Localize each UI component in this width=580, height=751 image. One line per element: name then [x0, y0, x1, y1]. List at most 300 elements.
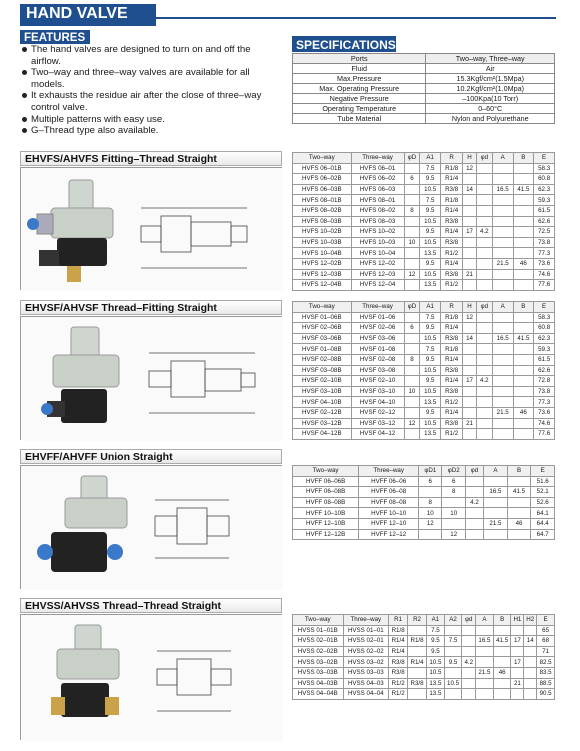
column-header: φd — [462, 615, 476, 626]
table-cell: R1/4 — [441, 323, 463, 334]
spec-label: Max.Pressure — [293, 74, 426, 84]
table-cell: R3/8 — [441, 216, 463, 227]
column-header: φD2 — [442, 466, 465, 477]
table-cell — [404, 376, 420, 387]
table-cell: HVFF 12–10B — [293, 518, 359, 529]
spec-value: Air — [426, 64, 555, 74]
table-cell: HVSS 04–04 — [343, 689, 389, 700]
table-cell: 7.5 — [420, 195, 441, 206]
table-cell — [404, 429, 420, 440]
table-cell: R1/4 — [408, 657, 427, 668]
column-header: Three–way — [359, 466, 419, 477]
table-row — [293, 312, 555, 323]
table-cell — [507, 508, 531, 519]
column-header: φD1 — [419, 466, 442, 477]
table-row — [293, 174, 555, 185]
table-cell: HVFS 12–04B — [293, 280, 352, 291]
table-cell — [444, 625, 462, 636]
table-cell — [408, 646, 427, 657]
table-cell — [476, 216, 492, 227]
table-cell: HVFS 10–03 — [351, 237, 404, 248]
table-cell — [476, 312, 492, 323]
table-row — [293, 184, 555, 195]
title-rule — [156, 17, 556, 19]
table-cell: 7.5 — [427, 625, 445, 636]
spec-value: 10.2Kgf/cm²(1.0Mpa) — [426, 84, 555, 94]
table-row — [293, 657, 555, 668]
table-cell: 7.5 — [420, 344, 441, 355]
table-cell — [462, 667, 476, 678]
table-cell — [476, 657, 494, 668]
spec-row — [293, 74, 555, 84]
spec-row — [293, 64, 555, 74]
table-cell: 10.5 — [427, 667, 445, 678]
table-cell: HVSS 01–01 — [343, 625, 389, 636]
table-row — [293, 429, 555, 440]
valve-illustration — [21, 168, 283, 291]
table-cell: R1/4 — [389, 646, 408, 657]
table-cell — [476, 397, 492, 408]
table-cell: HVSS 03–03 — [343, 667, 389, 678]
table-cell: HVFS 12–03 — [351, 269, 404, 280]
table-cell — [476, 174, 492, 185]
table-cell: 10 — [404, 386, 420, 397]
table-cell: HVSS 02–01B — [293, 636, 344, 647]
table-cell — [404, 365, 420, 376]
spec-table-4 — [292, 614, 555, 700]
table-cell: HVFS 06–03 — [351, 184, 404, 195]
section-title: EHVFS/AHVFS Fitting–Thread Straight — [20, 151, 282, 166]
table-cell — [476, 163, 492, 174]
table-cell: 9.5 — [444, 657, 462, 668]
column-header: φd — [476, 302, 492, 313]
table-row — [293, 636, 555, 647]
table-cell — [465, 518, 483, 529]
table-cell: HVFS 12–02 — [351, 258, 404, 269]
table-cell: 77.3 — [534, 397, 555, 408]
table-cell: R1/2 — [441, 280, 463, 291]
table-cell: 10 — [404, 237, 420, 248]
table-row — [293, 216, 555, 227]
table-cell — [493, 625, 511, 636]
spec-label: Ports — [293, 54, 426, 64]
table-cell: 21 — [463, 269, 477, 280]
table-cell: HVSF 03–08 — [351, 365, 404, 376]
table-cell: HVFF 08–08 — [359, 497, 419, 508]
table-row — [293, 476, 555, 487]
table-cell: R1/8 — [441, 312, 463, 323]
table-cell: 77.6 — [534, 429, 555, 440]
table-row — [293, 625, 555, 636]
table-cell — [463, 216, 477, 227]
column-header: R — [441, 153, 463, 164]
page-title: HAND VALVE — [20, 4, 156, 26]
table-cell — [462, 625, 476, 636]
table-cell: 10.5 — [444, 678, 462, 689]
table-cell — [462, 636, 476, 647]
table-cell: 60.8 — [534, 323, 555, 334]
table-header-row — [293, 302, 555, 313]
table-cell — [404, 280, 420, 291]
table-cell: 21 — [511, 678, 524, 689]
table-cell: HVFS 12–03B — [293, 269, 352, 280]
column-header: H1 — [511, 615, 524, 626]
column-header: φD — [404, 302, 420, 313]
spec-table-3 — [292, 465, 555, 540]
table-cell — [462, 689, 476, 700]
table-row — [293, 397, 555, 408]
spec-row — [293, 54, 555, 64]
table-cell — [513, 344, 534, 355]
table-cell — [507, 497, 531, 508]
table-cell: 73.6 — [534, 407, 555, 418]
table-cell: 12 — [404, 418, 420, 429]
table-cell: 10.5 — [420, 418, 441, 429]
table-cell: 14 — [463, 184, 477, 195]
table-cell — [463, 258, 477, 269]
table-cell: 62.6 — [534, 365, 555, 376]
table-cell: R1/8 — [441, 344, 463, 355]
features-heading: FEATURES — [20, 30, 90, 44]
column-header: R2 — [408, 615, 427, 626]
column-header: E — [534, 153, 555, 164]
table-cell: 13.5 — [420, 429, 441, 440]
table-cell: 9.5 — [427, 636, 445, 647]
table-cell: 10.5 — [420, 184, 441, 195]
table-cell — [513, 418, 534, 429]
table-cell — [465, 487, 483, 498]
spec-table-1 — [292, 152, 555, 291]
table-cell — [524, 678, 537, 689]
section-title: EHVFF/AHVFF Union Straight — [20, 449, 282, 464]
table-cell — [511, 646, 524, 657]
table-cell — [404, 333, 420, 344]
table-cell — [476, 344, 492, 355]
table-cell — [476, 386, 492, 397]
table-cell — [524, 667, 537, 678]
table-cell: HVSF 03–10B — [293, 386, 352, 397]
table-cell: 10.5 — [420, 216, 441, 227]
table-row — [293, 497, 555, 508]
table-cell: 16.5 — [484, 487, 508, 498]
table-cell: HVSF 01–08B — [293, 344, 352, 355]
specifications-heading: SPECIFICATIONS — [292, 36, 396, 52]
spec-row — [293, 104, 555, 114]
table-cell — [404, 397, 420, 408]
table-cell: HVSF 02–08B — [293, 354, 352, 365]
table-cell — [476, 418, 492, 429]
table-cell: 9.5 — [420, 174, 441, 185]
table-cell — [476, 689, 494, 700]
table-cell: 10.5 — [420, 386, 441, 397]
table-row — [293, 376, 555, 387]
table-cell: HVSF 03–10 — [351, 386, 404, 397]
table-cell: HVSF 04–12B — [293, 429, 352, 440]
table-cell — [492, 376, 513, 387]
table-cell: 59.3 — [534, 195, 555, 206]
table-cell: 74.6 — [534, 418, 555, 429]
table-cell: 12 — [463, 312, 477, 323]
table-cell: 10.5 — [427, 657, 445, 668]
table-cell — [492, 418, 513, 429]
table-row — [293, 529, 555, 540]
table-cell: 73.6 — [534, 258, 555, 269]
table-cell — [476, 184, 492, 195]
table-cell: 10.5 — [420, 269, 441, 280]
table-cell: 46 — [513, 258, 534, 269]
table-cell — [493, 646, 511, 657]
table-cell: 72.8 — [534, 376, 555, 387]
table-cell — [513, 216, 534, 227]
table-cell — [404, 258, 420, 269]
feature-item: Two–way and three–way valves are available for all models. — [22, 67, 280, 90]
table-cell — [476, 429, 492, 440]
table-cell — [463, 174, 477, 185]
table-cell — [463, 344, 477, 355]
table-cell — [404, 184, 420, 195]
table-cell: R1/8 — [441, 163, 463, 174]
table-cell: 4.2 — [476, 227, 492, 238]
table-cell — [465, 508, 483, 519]
table-cell: HVFS 10–04 — [351, 248, 404, 259]
table-cell — [492, 386, 513, 397]
table-cell — [513, 354, 534, 365]
table-row — [293, 407, 555, 418]
table-cell — [492, 354, 513, 365]
table-cell: HVSF 01–08 — [351, 344, 404, 355]
table-cell — [492, 397, 513, 408]
table-row — [293, 248, 555, 259]
column-header: B — [513, 302, 534, 313]
table-cell: HVSF 01–06B — [293, 312, 352, 323]
product-photo-fitting-thread — [20, 167, 282, 290]
table-cell: 9.5 — [420, 407, 441, 418]
table-cell — [404, 216, 420, 227]
spec-row — [293, 94, 555, 104]
table-cell: HVSS 01–01B — [293, 625, 344, 636]
column-header: A1 — [420, 302, 441, 313]
table-cell — [524, 689, 537, 700]
table-cell: 14 — [463, 333, 477, 344]
table-cell: HVFS 06–01B — [293, 163, 352, 174]
table-cell: 64.1 — [531, 508, 555, 519]
table-row — [293, 205, 555, 216]
column-header: Two–way — [293, 466, 359, 477]
table-cell: 77.6 — [534, 280, 555, 291]
spec-value: –100Kpa(10 Torr) — [426, 94, 555, 104]
specifications-table — [292, 53, 555, 124]
table-row — [293, 646, 555, 657]
table-cell — [408, 689, 427, 700]
table-cell — [419, 487, 442, 498]
table-cell: 12 — [463, 163, 477, 174]
table-cell — [513, 280, 534, 291]
spec-value: Nylon and Polyurethane — [426, 114, 555, 124]
table-cell: 13.5 — [427, 689, 445, 700]
table-cell — [511, 689, 524, 700]
table-cell — [484, 529, 508, 540]
table-cell — [476, 407, 492, 418]
table-cell: 17 — [511, 657, 524, 668]
table-cell: HVSF 02–06 — [351, 323, 404, 334]
table-cell: HVSS 03–03B — [293, 667, 344, 678]
column-header: A1 — [420, 153, 441, 164]
feature-item: The hand valves are designed to turn on and off the airflow. — [22, 44, 280, 67]
column-header: A1 — [427, 615, 445, 626]
table-row — [293, 333, 555, 344]
table-cell: 9.5 — [420, 376, 441, 387]
table-cell: HVSS 03–02 — [343, 657, 389, 668]
table-cell: HVSS 03–02B — [293, 657, 344, 668]
table-cell: HVFF 12–10 — [359, 518, 419, 529]
valve-illustration — [21, 317, 283, 441]
table-cell — [463, 354, 477, 365]
spec-value: 15.3Kgf/cm²(1.5Mpa) — [426, 74, 555, 84]
table-cell — [463, 280, 477, 291]
table-cell — [444, 667, 462, 678]
table-cell: 6 — [404, 174, 420, 185]
table-cell: R1/4 — [441, 258, 463, 269]
table-row — [293, 163, 555, 174]
table-cell — [463, 323, 477, 334]
table-cell — [513, 376, 534, 387]
table-cell: HVSF 01–06 — [351, 312, 404, 323]
section-title: EHVSF/AHVSF Thread–Fitting Straight — [20, 300, 282, 315]
table-cell — [404, 344, 420, 355]
table-cell — [476, 258, 492, 269]
table-cell: 21 — [463, 418, 477, 429]
table-cell: 64.4 — [531, 518, 555, 529]
table-cell — [465, 529, 483, 540]
table-cell — [404, 312, 420, 323]
table-cell: R3/8 — [408, 678, 427, 689]
table-cell: 62.3 — [534, 333, 555, 344]
table-cell: HVFF 10–10 — [359, 508, 419, 519]
table-cell: HVFF 06–08B — [293, 487, 359, 498]
feature-item: G–Thread type also available. — [22, 125, 280, 137]
table-cell: HVFS 08–03B — [293, 216, 352, 227]
table-cell: HVFS 12–04 — [351, 280, 404, 291]
table-cell: R1/2 — [441, 248, 463, 259]
table-cell — [476, 354, 492, 365]
table-cell — [513, 205, 534, 216]
table-cell — [513, 163, 534, 174]
table-cell — [408, 667, 427, 678]
table-cell: 8 — [442, 487, 465, 498]
table-row — [293, 344, 555, 355]
table-row — [293, 508, 555, 519]
table-cell — [476, 237, 492, 248]
table-cell: R1/8 — [389, 625, 408, 636]
table-cell: 9.5 — [420, 205, 441, 216]
table-cell: HVSS 02–01 — [343, 636, 389, 647]
column-header: Three–way — [351, 302, 404, 313]
table-cell: 6 — [404, 323, 420, 334]
column-header: A — [484, 466, 508, 477]
spec-row — [293, 114, 555, 124]
spec-label: Fluid — [293, 64, 426, 74]
table-cell: HVFS 06–02B — [293, 174, 352, 185]
table-cell — [513, 248, 534, 259]
table-cell: R3/8 — [441, 237, 463, 248]
table-cell: R1/8 — [441, 195, 463, 206]
table-cell — [463, 205, 477, 216]
table-cell: R1/4 — [389, 636, 408, 647]
table-cell: 60.8 — [534, 174, 555, 185]
table-cell: 7.5 — [420, 312, 441, 323]
table-cell: 41.5 — [513, 333, 534, 344]
table-cell: HVFS 12–02B — [293, 258, 352, 269]
valve-illustration — [21, 466, 283, 590]
table-cell: 46 — [513, 407, 534, 418]
table-cell — [524, 625, 537, 636]
table-cell — [524, 646, 537, 657]
table-cell — [419, 529, 442, 540]
table-cell: HVFF 10–10B — [293, 508, 359, 519]
table-cell: HVFF 12–12B — [293, 529, 359, 540]
table-cell — [463, 429, 477, 440]
table-cell: 77.3 — [534, 248, 555, 259]
table-cell: 51.6 — [531, 476, 555, 487]
table-cell: 17 — [511, 636, 524, 647]
table-cell — [492, 163, 513, 174]
column-header: Two–way — [293, 302, 352, 313]
table-cell: R3/8 — [389, 657, 408, 668]
table-cell — [492, 429, 513, 440]
table-cell: HVFS 10–02B — [293, 227, 352, 238]
table-cell: R1/2 — [389, 689, 408, 700]
table-cell — [511, 625, 524, 636]
table-cell: 8 — [404, 354, 420, 365]
spec-value: Two–way, Three–way — [426, 54, 555, 64]
table-cell — [463, 237, 477, 248]
column-header: B — [507, 466, 531, 477]
table-cell: 13.5 — [420, 397, 441, 408]
table-cell — [492, 237, 513, 248]
spec-value: 0–60°C — [426, 104, 555, 114]
product-photo-thread-fitting — [20, 316, 282, 440]
table-cell: HVSF 04–10 — [351, 397, 404, 408]
table-cell — [463, 365, 477, 376]
table-cell — [404, 248, 420, 259]
table-cell: HVFS 08–01B — [293, 195, 352, 206]
table-cell: HVFS 08–02B — [293, 205, 352, 216]
table-cell — [404, 227, 420, 238]
table-cell — [442, 518, 465, 529]
table-cell — [476, 678, 494, 689]
table-cell: HVFS 06–02 — [351, 174, 404, 185]
table-cell — [492, 227, 513, 238]
table-cell: 17 — [463, 227, 477, 238]
table-cell: 13.5 — [420, 280, 441, 291]
column-header: E — [534, 302, 555, 313]
table-cell — [493, 678, 511, 689]
feature-item: It exhausts the residue air after the close of three–way control valve. — [22, 90, 280, 113]
table-cell: R1/4 — [441, 205, 463, 216]
table-cell: 46 — [507, 518, 531, 529]
section-title: EHVSS/AHVSS Thread–Thread Straight — [20, 598, 282, 613]
table-cell — [513, 365, 534, 376]
table-cell — [404, 163, 420, 174]
table-cell — [513, 312, 534, 323]
table-cell — [484, 497, 508, 508]
table-cell — [511, 667, 524, 678]
table-row — [293, 487, 555, 498]
table-cell: HVSS 02–02 — [343, 646, 389, 657]
table-cell — [524, 657, 537, 668]
table-row — [293, 354, 555, 365]
table-cell: HVFS 08–02 — [351, 205, 404, 216]
